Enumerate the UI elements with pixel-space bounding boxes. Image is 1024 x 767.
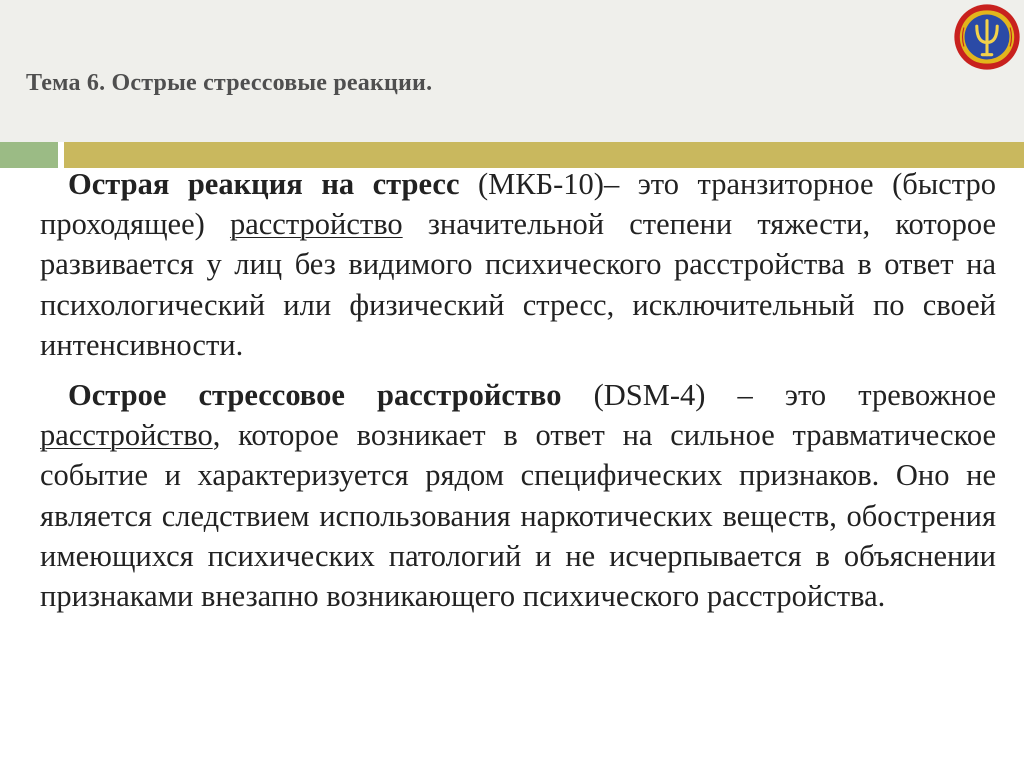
paragraph-text: (МКБ-10)– это транзиторное (быстро проходящее) <box>40 167 996 242</box>
paragraph-acute-stress-reaction <box>40 164 996 365</box>
paragraph-text: , которое возникает в ответ на сильное травматическое событие и характеризуется рядом специфических признаков. Оно не является следствием использования наркотических веществ, обострения имеющихся психических патологий и не исчерпывается в объяснении признаками внезапно возникающего психического расстройства. <box>40 418 996 614</box>
term-acute-stress-reaction: Острая реакция на стресс <box>68 167 460 201</box>
slide-body <box>40 164 996 616</box>
psi-emblem-logo-icon <box>953 3 1021 71</box>
paragraph-text: (DSM-4) – это тревожное <box>561 378 996 413</box>
disorder-link[interactable]: расстройство <box>40 418 213 453</box>
term-acute-stress-disorder: Острое стрессовое расстройство <box>68 378 562 413</box>
paragraph-text: значительной степени тяжести, которое развивается у лиц без видимого психического расстройства в ответ на психологический или физический стресс, исключительный по своей интенсивности. <box>40 207 996 362</box>
slide-title: Тема 6. Острые стрессовые реакции. <box>26 70 433 96</box>
paragraph-acute-stress-disorder <box>40 375 996 616</box>
disorder-link[interactable]: расстройство <box>229 207 403 242</box>
